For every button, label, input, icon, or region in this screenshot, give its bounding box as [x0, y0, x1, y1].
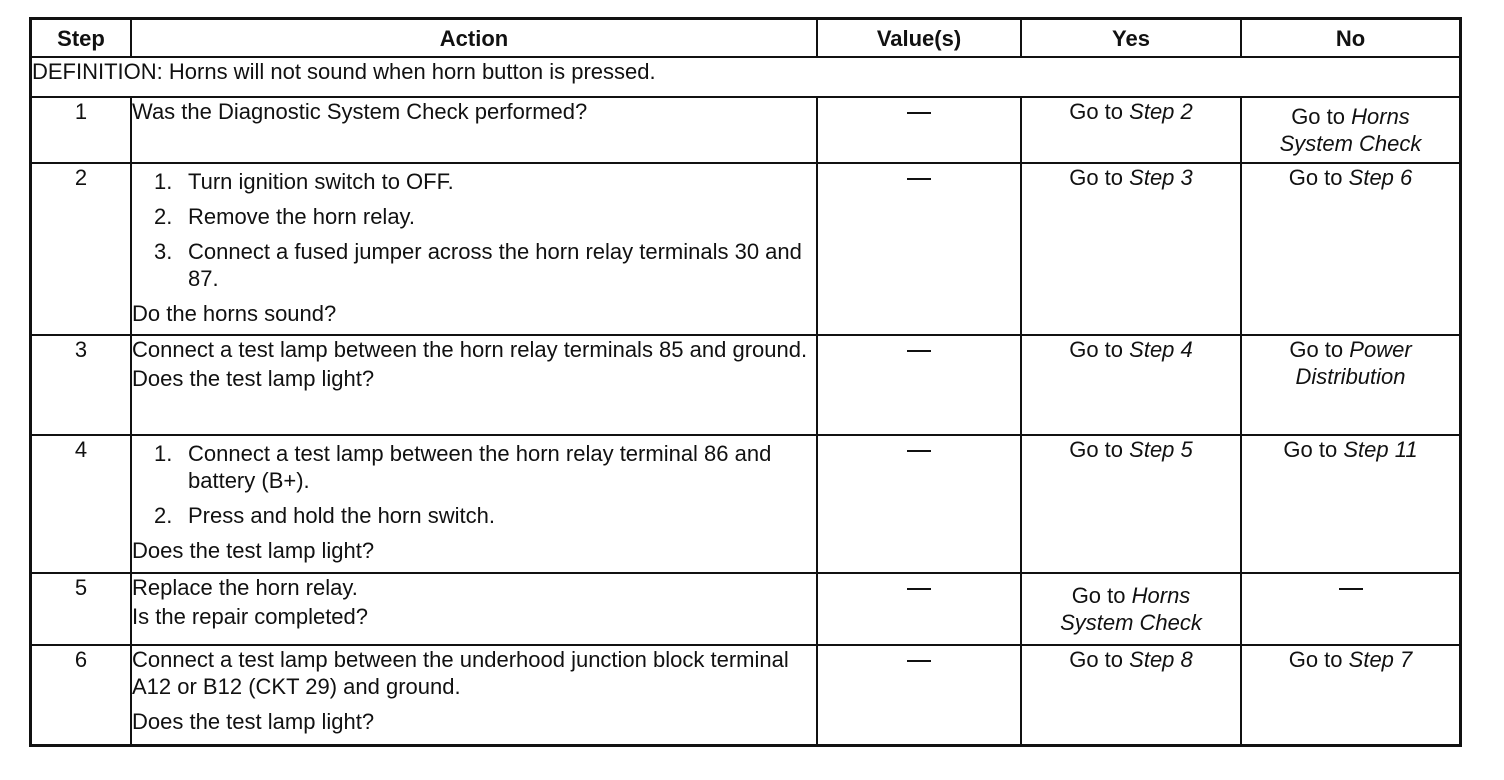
action-list-item: 2. Remove the horn relay.: [154, 204, 416, 229]
yes-target: Step 2: [1129, 99, 1193, 124]
table-row: [31, 163, 1460, 335]
action-cell: [131, 435, 817, 573]
yes-target-line2: System Check: [1060, 610, 1202, 635]
table-row: [31, 645, 1460, 745]
header-yes: Yes: [1021, 19, 1241, 57]
goto-label: Go to: [1288, 647, 1343, 672]
no-cell: [1241, 573, 1460, 645]
step-number: 6: [31, 645, 131, 745]
action-list: [132, 440, 816, 529]
step-number: 1: [31, 97, 131, 163]
action-question: Does the test lamp light?: [132, 709, 375, 734]
value-dash: [907, 350, 931, 352]
action-list: [132, 168, 816, 292]
header-action: Action: [131, 19, 817, 57]
yes-target: Step 8: [1129, 647, 1193, 672]
table-row: [31, 335, 1460, 435]
yes-cell: [1021, 573, 1241, 645]
step-number: 4: [31, 435, 131, 573]
header-row: [31, 19, 1460, 57]
value-cell: [817, 335, 1021, 435]
action-cell: [131, 97, 817, 163]
action-list-item: 1. Turn ignition switch to OFF.: [154, 169, 454, 194]
yes-cell: [1021, 645, 1241, 745]
goto-label: Go to: [1069, 165, 1124, 190]
table-row: [31, 573, 1460, 645]
goto-label: Go to: [1069, 99, 1124, 124]
goto-label: Go to: [1289, 337, 1344, 362]
goto-label: Go to: [1283, 437, 1338, 462]
goto-label: Go to: [1291, 104, 1345, 129]
no-target-line2: System Check: [1279, 131, 1422, 156]
yes-target-line1: Horns: [1131, 583, 1191, 608]
yes-target: Step 5: [1129, 437, 1193, 462]
action-cell: [131, 163, 817, 335]
yes-target: Step 3: [1129, 165, 1193, 190]
no-cell: [1241, 163, 1460, 335]
goto-label: Go to: [1288, 165, 1343, 190]
value-cell: [817, 97, 1021, 163]
yes-target: Step 4: [1129, 337, 1193, 362]
action-question: Is the repair completed?: [132, 604, 369, 629]
action-text: Connect a test lamp between the underhood junction block terminal A12 or B12 (CKT 29) and ground.: [132, 647, 789, 699]
diagnostic-table: [30, 18, 1461, 746]
header-no: No: [1241, 19, 1460, 57]
yes-cell: [1021, 335, 1241, 435]
action-cell: [131, 335, 817, 435]
step-number: 3: [31, 335, 131, 435]
action-question: Do the horns sound?: [132, 301, 337, 326]
action-text: Was the Diagnostic System Check performed?: [132, 99, 588, 124]
no-target: Step 11: [1343, 437, 1418, 462]
no-target-line1: Horns: [1351, 104, 1410, 129]
no-target: Step 6: [1348, 165, 1413, 190]
step-number: 5: [31, 573, 131, 645]
value-cell: [817, 435, 1021, 573]
no-cell: [1241, 645, 1460, 745]
yes-cell: [1021, 163, 1241, 335]
header-values: Value(s): [817, 19, 1021, 57]
table-row: [31, 97, 1460, 163]
action-list-item: 3. Connect a fused jumper across the horn relay terminals 30 and 87.: [154, 239, 802, 291]
no-cell: [1241, 335, 1460, 435]
no-target: Step 7: [1348, 647, 1413, 672]
no-dash: [1339, 588, 1363, 590]
yes-cell: [1021, 435, 1241, 573]
table-row: [31, 435, 1460, 573]
value-dash: [907, 660, 931, 662]
goto-label: Go to: [1069, 437, 1124, 462]
action-question: Does the test lamp light?: [132, 538, 375, 563]
action-list-item: 2. Press and hold the horn switch.: [154, 503, 495, 528]
definition-text: DEFINITION: Horns will not sound when horn button is pressed.: [31, 57, 1460, 97]
goto-label: Go to: [1069, 647, 1124, 672]
action-cell: [131, 573, 817, 645]
value-dash: [907, 450, 931, 452]
step-number: 2: [31, 163, 131, 335]
action-question: Does the test lamp light?: [132, 366, 375, 391]
no-target-line2: Distribution: [1295, 364, 1406, 389]
definition-row: [31, 57, 1460, 97]
no-cell: [1241, 435, 1460, 573]
header-step: Step: [31, 19, 131, 57]
action-text: Connect a test lamp between the horn relay terminals 85 and ground.: [132, 337, 808, 362]
value-cell: [817, 163, 1021, 335]
diagnostic-table-container: [30, 18, 1459, 754]
no-cell: [1241, 97, 1460, 163]
value-dash: [907, 588, 931, 590]
goto-label: Go to: [1071, 583, 1126, 608]
value-cell: [817, 645, 1021, 745]
value-cell: [817, 573, 1021, 645]
action-cell: [131, 645, 817, 745]
goto-label: Go to: [1069, 337, 1124, 362]
action-list-item: 1. Connect a test lamp between the horn relay terminal 86 and battery (B+).: [154, 441, 772, 493]
action-text: Replace the horn relay.: [132, 575, 358, 600]
value-dash: [907, 112, 931, 114]
no-target-line1: Power: [1349, 337, 1412, 362]
yes-cell: [1021, 97, 1241, 163]
value-dash: [907, 178, 931, 180]
